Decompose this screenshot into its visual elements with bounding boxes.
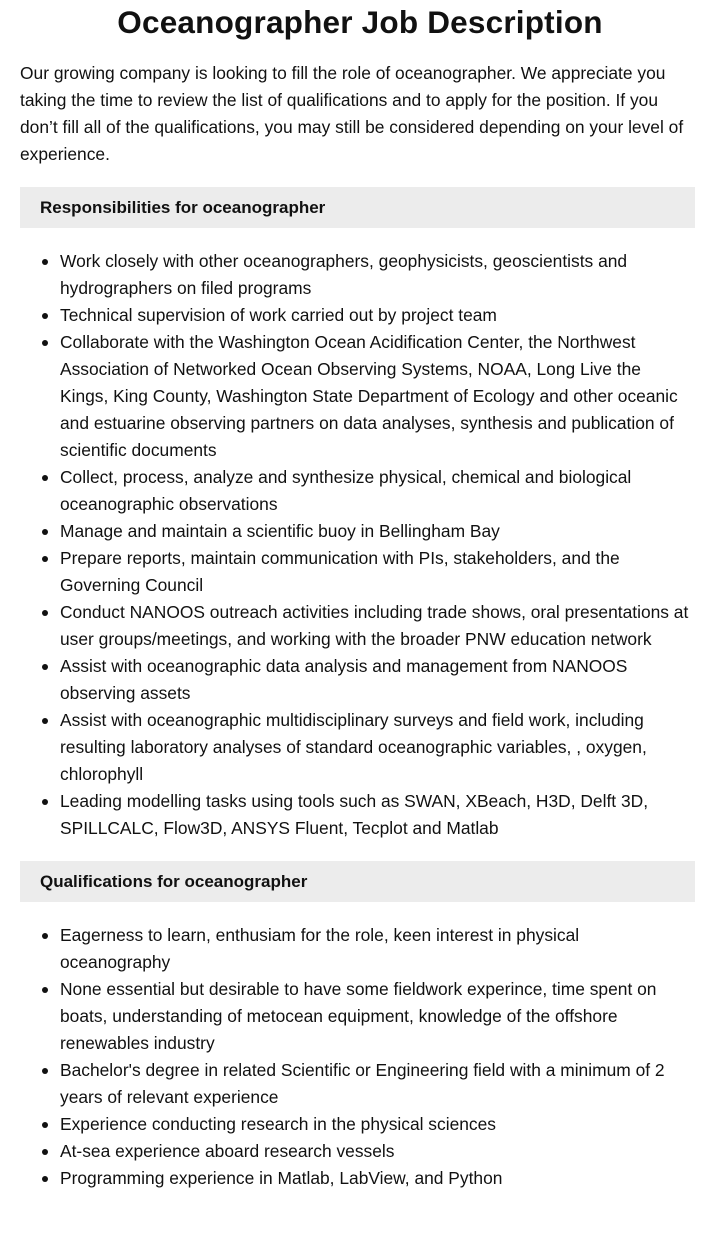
list-item: Work closely with other oceanographers, geophysicists, geoscientists and hydrographers on filed programs (60, 248, 694, 302)
list-item: Technical supervision of work carried out by project team (60, 302, 694, 329)
list-item: Conduct NANOOS outreach activities including trade shows, oral presentations at user groups/meetings, and working with the broader PNW education network (60, 599, 694, 653)
list-item: Prepare reports, maintain communication with PIs, stakeholders, and the Governing Council (60, 545, 694, 599)
list-item: Collect, process, analyze and synthesize physical, chemical and biological oceanographic observations (60, 464, 694, 518)
list-item: Leading modelling tasks using tools such as SWAN, XBeach, H3D, Delft 3D, SPILLCALC, Flow3D, ANSYS Fluent, Tecplot and Matlab (60, 788, 694, 842)
list-item: Eagerness to learn, enthusiam for the role, keen interest in physical oceanography (60, 922, 694, 976)
responsibilities-list (0, 248, 694, 842)
list-item: Collaborate with the Washington Ocean Acidification Center, the Northwest Association of Networked Ocean Observing Systems, NOAA, Long Live the Kings, King County, Washington State Department of Ecology and other oceanic and estuarine observing partners on data analyses, synthesis and publication of scientific documents (60, 329, 694, 464)
list-item: Bachelor's degree in related Scientific or Engineering field with a minimum of 2 years of relevant experience (60, 1057, 694, 1111)
responsibilities-heading: Responsibilities for oceanographer (20, 187, 695, 228)
page-title: Oceanographer Job Description (117, 4, 603, 40)
qualifications-list (0, 922, 694, 1192)
list-item: At-sea experience aboard research vessels (60, 1138, 694, 1165)
list-item: Programming experience in Matlab, LabView, and Python (60, 1165, 694, 1192)
list-item: Assist with oceanographic multidisciplinary surveys and field work, including resulting laboratory analyses of standard oceanographic variables, , oxygen, chlorophyll (60, 707, 694, 788)
list-item: Manage and maintain a scientific buoy in Bellingham Bay (60, 518, 694, 545)
list-item: None essential but desirable to have some fieldwork experince, time spent on boats, understanding of metocean equipment, knowledge of the offshore renewables industry (60, 976, 694, 1057)
list-item: Experience conducting research in the physical sciences (60, 1111, 694, 1138)
intro-paragraph: Our growing company is looking to fill the role of oceanographer. We appreciate you taking the time to review the list of qualifications and to apply for the position. If you don’t fill all of the qualifications, you may still be considered depending on your level of experience. (20, 63, 684, 164)
qualifications-heading: Qualifications for oceanographer (20, 861, 695, 902)
list-item: Assist with oceanographic data analysis and management from NANOOS observing assets (60, 653, 694, 707)
